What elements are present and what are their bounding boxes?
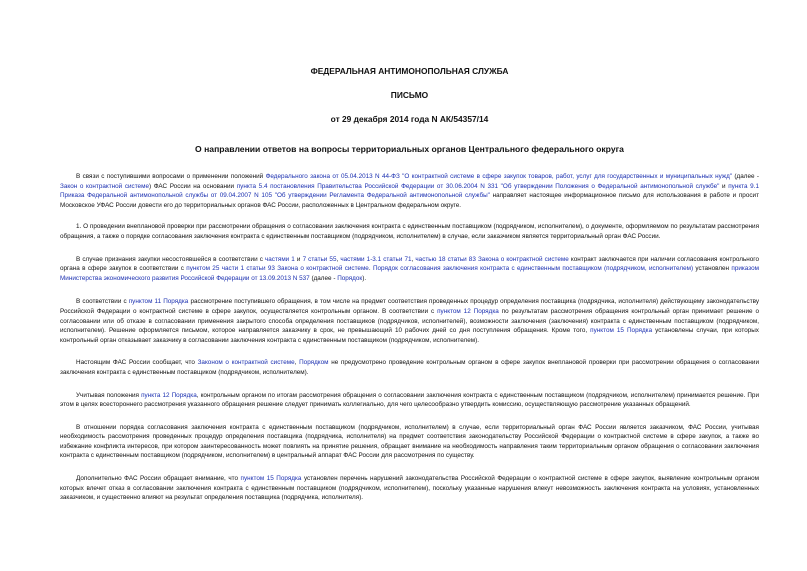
document-link[interactable]: приказом Министерства экономического развития Российской Федерации от 13.09.2013 N 537 [60, 265, 759, 282]
document-subject: О направлении ответов на вопросы территориальных органов Центрального федерального округа [195, 144, 624, 154]
document-link[interactable]: пункта 12 Порядка [141, 391, 197, 399]
paragraph [60, 297, 759, 345]
document-body [60, 172, 759, 503]
document-link[interactable]: пунктом 25 части 1 статьи 93 Закона о контрактной системе [186, 265, 369, 273]
document-link[interactable]: 7 статьи 55 [302, 255, 337, 263]
document-link[interactable]: Порядок [337, 274, 363, 282]
document-link[interactable]: частями 1 [264, 255, 295, 263]
document-link[interactable]: Порядком [299, 359, 329, 367]
paragraph-text: В случае признания закупки несостоявшейся в соответствии с [76, 255, 265, 263]
paragraph-text: и [719, 182, 729, 190]
paragraph-text: ) ФАС России на основании [148, 182, 237, 190]
paragraph-text: . [368, 265, 373, 273]
paragraph-text: рассмотрение поступившего обращения, в том числе на предмет соответствия проведенных процедур определения поставщика (подрядчика, исполнителя) действующему законодательству Российской Федерации о контрактной системе в сфере закупок, осуществляется контрольным органом. В соответствии с [60, 298, 759, 315]
paragraph [60, 222, 759, 241]
organization-title: ФЕДЕРАЛЬНАЯ АНТИМОНОПОЛЬНАЯ СЛУЖБА [310, 66, 509, 76]
paragraph-text: Дополнительно ФАС России обращает внимание, что [76, 475, 241, 483]
paragraph [60, 172, 759, 210]
document-link[interactable]: частью 18 статьи 83 Закона о контрактной системе [415, 255, 569, 263]
paragraph [60, 474, 759, 503]
paragraph-text: и [294, 255, 303, 263]
document-link[interactable]: пунктом 15 Порядка [240, 475, 302, 483]
document-link[interactable]: пункта 5.4 постановления Правительства Российской Федерации от 30.06.2004 N 331 "Об утверждении Положения о Федеральной антимонопольной службе" [236, 182, 720, 190]
document-link[interactable]: Порядок согласования заключения контракта с единственным поставщиком (подрядчиком, исполнителем) [372, 265, 694, 273]
paragraph-text: В отношении порядка согласования заключения контракта с единственным поставщиком (подрядчиком, исполнителем) в случае, если территориальный орган ФАС России является заказчиком, ФАС России, учитывая необходимость рассмотрения проведенных процедур определения поставщика (подрядчика, исполнителя) на предмет соответствия законодательству Российской Федерации о контрактной системе в сфере закупок, а также во избежание конфликта интересов, при котором заинтересованность может повлиять на принятие решения, обращает внимание на необходимость направления таким территориальным органом обращения о согласовании заключения контракта с единственным поставщиком (подрядчиком, исполнителем) в центральный аппарат ФАС России для рассмотрения по существу. [60, 423, 759, 460]
paragraph-text: Настоящим ФАС России сообщает, что [76, 359, 198, 367]
paragraph-text: 1. О проведении внеплановой проверки при рассмотрении обращения о согласовании заключения контракта с единственным поставщиком (подрядчиком, исполнителем), о документе, оформляемом по результатам рассмотрения обращения, а также о порядке согласования заключения контракта с единственным поставщиком (подрядчиком, исполнителем) в случае, если заказчиком является территориальный орган ФАС России. [60, 223, 759, 240]
paragraph [60, 423, 759, 461]
paragraph [60, 391, 759, 410]
document-type: ПИСЬМО [390, 90, 429, 100]
paragraph-text: установлены случаи, при которых контрольный орган отказывает заказчику в согласовании заключения контракта с единственным поставщиком (подрядчиком, исполнителем). [60, 327, 759, 344]
paragraph-text: В соответствии с [76, 298, 129, 306]
document-link[interactable]: Закон о контрактной системе [60, 182, 149, 190]
paragraph-text: установлен перечень нарушений законодательства Российской Федерации о контрактной системе в сфере закупок, выявление контрольным органом которых влечет отказ в согласовании заключения контракта с единственным поставщиком (подрядчиком, исполнителем), поскольку указанные нарушения влекут невозможность заключения контракта на условиях, установленных заказчиком, и существенно влияют на результат определения поставщика (подрядчика, исполнителя). [60, 475, 760, 502]
paragraph-text: по результатам рассмотрения обращения контрольный орган принимает решение о согласовании или об отказе в согласовании применения закрытого способа определения поставщиков (подрядчиков, исполнителей), возможности заключения (заключения) контракта с единственным поставщиком (подрядчиком, исполнителем). Решение оформляется письмом, которое направляется заказчику в срок, не превышающий 10 рабочих дней со дня поступления обращения. Кроме того, [60, 307, 759, 335]
document-date-number: от 29 декабря 2014 года N АК/54357/14 [330, 114, 489, 124]
paragraph-text: (далее - [732, 173, 759, 180]
paragraph-text: В связи с поступившими вопросами о применении положений [76, 173, 266, 180]
document-link[interactable]: Федерального закона от 05.04.2013 N 44-ФЗ "О контрактной системе в сфере закупок товаров, работ, услуг для государственных и муниципальных нужд" [265, 173, 733, 180]
paragraph-text: направляет настоящее информационное письмо для использования в работе и просит Московское УФАС России довести его до территориальных органов ФАС России, расположенных в Центральном федеральном округе. [60, 192, 759, 209]
paragraph-text: ). [362, 274, 367, 282]
paragraph-text: , [294, 359, 300, 367]
document-link[interactable]: пунктом 12 Порядка [437, 307, 499, 315]
paragraph-text: контракт заключается при наличии согласования контрольного органа в сфере закупок в соответствии с [60, 255, 759, 273]
paragraph-text: , [411, 255, 416, 263]
paragraph-text: , [336, 255, 341, 263]
document-link[interactable]: частями 1-3.1 статьи 71 [340, 255, 412, 263]
paragraph-text: (далее - [309, 274, 338, 282]
paragraph-text: , контрольным органом по итогам рассмотрения обращения о согласовании заключения контракта с единственным поставщиком (подрядчиком, исполнителем) принимается решение. При этом в целях всестороннего рассмотрения указанного обращения решение следует принимать коллегиально, для чего целесообразно утвердить комиссию, осуществляющую рассмотрение указанных обращений. [60, 391, 759, 409]
paragraph-text: не предусмотрено проведение контрольным органом в сфере закупок внеплановой проверки при рассмотрении обращения о согласовании заключения контракта с единственным поставщиком (подрядчиком, исполнителем). [60, 359, 760, 376]
paragraph [60, 255, 759, 284]
document-link[interactable]: Законом о контрактной системе [197, 359, 295, 367]
paragraph-text: Учитывая положения [76, 391, 142, 399]
document-link[interactable]: пунктом 11 Порядка [128, 298, 189, 306]
paragraph-text: установлен [693, 265, 732, 273]
paragraph [60, 358, 759, 377]
document-link[interactable]: пункта 9.1 Приказа Федеральной антимонопольной службы от 09.04.2007 N 105 "Об утверждении Регламента Федеральной антимонопольной службы" [60, 182, 759, 200]
document-link[interactable]: пунктом 15 Порядка [590, 327, 653, 335]
